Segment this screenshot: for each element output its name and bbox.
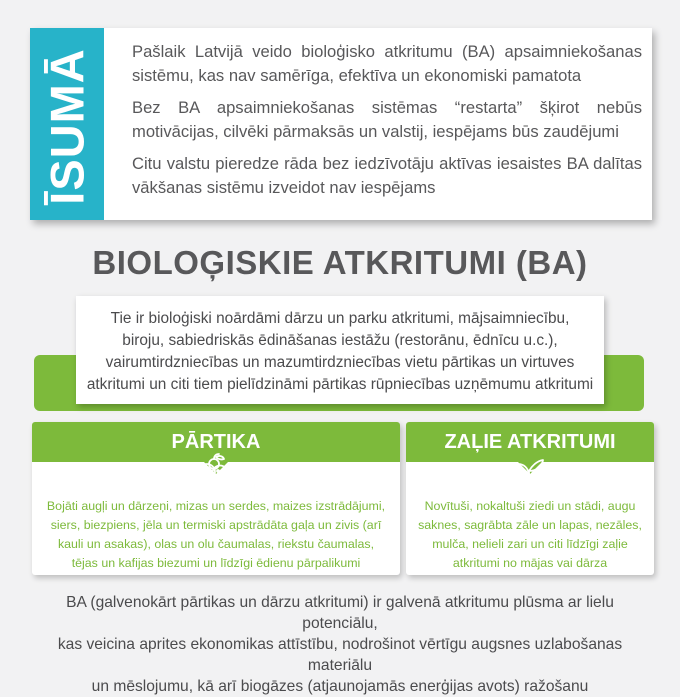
definition-line: atkritumi un citi tiem pielīdzināmi pārtikas rūpniecības uzņēmumu atkritumi [86,376,594,393]
green-waste-card-title: ZAĻIE ATKRITUMI [406,422,654,462]
summary-point: Pašlaik Latvijā veido bioloģisko atkritumu (BA) apsaimniekošanas sistēmu, kas nav samērīga, efektīva un ekonomiski pamatota [132,42,642,85]
definition-line: vairumtirdzniecības un mazumtirdzniecības vietu pārtikas un virtuves [105,354,575,371]
summary-points [132,40,642,208]
food-card-line: kauli un asakas), olas un olu čaumalas, riekstu čaumalas, [57,537,375,551]
page-title: BIOLOĢISKIE ATKRITUMI (BA) [92,244,588,281]
green-waste-card-line: Novītuši, nokaltuši ziedi un stādi, augu [424,499,636,513]
footer-text [40,592,640,697]
food-card-line: Bojāti augļi un dārzeņi, mizas un serdes, maizes izstrādājumi, [46,499,386,513]
green-waste-card-line: atkritumi no mājas vai dārza [452,556,608,570]
definition-line: Tie ir bioloģiski noārdāmi dārzu un parku atkritumi, mājsaimniecību, [110,310,570,327]
food-card-line: tējas un kafijas biezumi un līdzīgi ēdienu pārpalikumi [71,556,361,570]
summary-tab-label: ĪSUMĀ [40,47,94,205]
food-card-line: siers, biezpiens, jēla un termiski apstrādāta gaļa un zivis (arī [50,518,382,532]
food-card-title: PĀRTIKA [32,422,400,462]
definition-text [76,308,604,396]
summary-point: Bez BA apsaimniekošanas sistēmas “restarta” šķirot nebūs motivācijas, cilvēki pārmaksās un valstij, iespējams būs zaudējumi [132,98,642,141]
footer-line: BA (galvenokārt pārtikas un dārzu atkritumi) ir galvenā atkritumu plūsma ar lielu potenciālu, [66,594,614,632]
footer-line: un mēslojumu, kā arī biogāzes (atjaunojamās enerģijas avots) ražošanu [91,678,589,695]
green-waste-card-line: saknes, sagrābta zāle un lapas, nezāles, [418,518,642,532]
fruit-icon [196,452,232,488]
sprout-icon [511,454,547,488]
definition-line: biroju, sabiedriskās ēdināšanas iestāžu (restorānu, ēdnīcu u.c.), [122,332,558,349]
green-waste-card-line: mulča, nelieli zari un citi līdzīgi zaļie [432,537,628,551]
summary-tab [30,28,104,220]
food-card-text [36,497,396,573]
summary-point: Citu valstu pieredze rāda bez iedzīvotāju aktīvas iesaistes BA dalītas vākšanas sistēmu izveidot nav iespējams [132,154,642,197]
green-waste-card-text [410,497,650,573]
footer-line: kas veicina aprites ekonomikas attīstību, nodrošinot vērtīgu augsnes uzlabošanas materiālu [57,636,623,674]
